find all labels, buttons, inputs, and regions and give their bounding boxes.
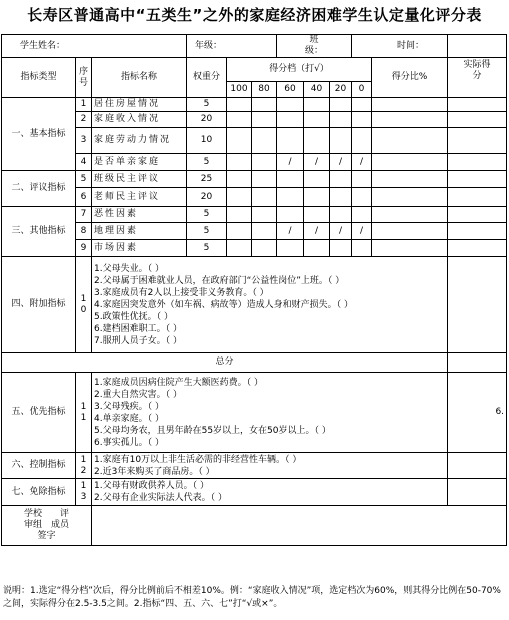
actual-cell[interactable] [448, 112, 507, 128]
sign-row [2, 506, 507, 546]
slash-mark: / [304, 154, 330, 171]
extra-no: 1 0 [76, 257, 92, 353]
header-row [2, 58, 507, 82]
level-cell[interactable] [227, 223, 252, 240]
total-row [2, 353, 507, 373]
level-cell[interactable] [227, 98, 252, 112]
level-cell[interactable] [330, 128, 352, 154]
level-cell[interactable] [304, 207, 330, 223]
extra-row [2, 257, 507, 353]
exempt-no: 1 3 [76, 479, 92, 506]
priority-item[interactable]: 2.重大自然灾害。（ ） [94, 389, 182, 400]
actual-cell[interactable] [448, 240, 507, 257]
table-row [2, 223, 507, 240]
ratio-cell[interactable] [372, 223, 448, 240]
info-blank [448, 35, 507, 58]
row-name: 家庭收入情况 [92, 112, 187, 128]
priority-item[interactable]: 5.父母均务农，且男年龄在55岁以上，女在50岁以上。（ ） [94, 425, 331, 436]
extra-item[interactable]: 7.服刑人员子女。（ ） [94, 335, 182, 346]
row-name: 市场因素 [92, 240, 187, 257]
row-no: 8 [76, 223, 92, 240]
footnote: 说明：1.选定“得分档”次后，得分比例前后不相差10%。例：“家庭收入情况”项，选定档次为60%，则其得分比例在50-70%之间，实际得分在2.5-3.5之间。2.指标“四、五、六、七”打“√或×”。 [3, 586, 501, 609]
section-review: 二、评议指标 [2, 171, 76, 207]
info-row [2, 35, 507, 58]
level-cell[interactable] [304, 112, 330, 128]
level-cell[interactable] [352, 188, 372, 207]
level-cell[interactable] [277, 128, 304, 154]
control-row [2, 453, 507, 479]
priority-item[interactable]: 1.家庭成员因病住院产生大额医药费。（ ） [94, 377, 263, 388]
actual-cell[interactable] [448, 171, 507, 188]
actual-cell[interactable] [448, 479, 507, 506]
row-name: 地理因素 [92, 223, 187, 240]
level-cell[interactable] [252, 171, 277, 188]
priority-item[interactable]: 4.单亲家庭。（ ） [94, 413, 164, 424]
section-control: 六、控制指标 [2, 453, 76, 479]
actual-cell[interactable] [448, 207, 507, 223]
row-name: 老师民主评议 [92, 188, 187, 207]
col-seq-header: 序 号 [76, 58, 92, 98]
student-name-field[interactable]: 学生姓名： [2, 35, 187, 58]
level-label: 0 [352, 82, 372, 98]
slash-mark: / [330, 223, 352, 240]
table-row [2, 240, 507, 257]
time-field[interactable]: 时间： [352, 35, 448, 58]
control-no: 1 2 [76, 453, 92, 479]
total-value[interactable] [448, 353, 507, 373]
level-cell[interactable] [304, 240, 330, 257]
level-cell[interactable] [252, 154, 277, 171]
level-cell[interactable] [304, 98, 330, 112]
level-cell[interactable] [330, 112, 352, 128]
class-field[interactable]: 班 级： [277, 35, 352, 58]
level-label: 40 [304, 82, 330, 98]
priority-item[interactable]: 6.事实孤儿。（ ） [94, 437, 164, 448]
actual-cell[interactable] [448, 128, 507, 154]
row-no: 6 [76, 188, 92, 207]
extra-item[interactable]: 3.家庭成员有2人以上接受非义务教育。（ ） [94, 287, 269, 298]
level-label: 60 [277, 82, 304, 98]
level-cell[interactable] [252, 223, 277, 240]
row-no: 3 [76, 128, 92, 154]
level-cell[interactable] [227, 188, 252, 207]
level-cell[interactable] [252, 207, 277, 223]
ratio-cell[interactable] [372, 240, 448, 257]
level-cell[interactable] [330, 207, 352, 223]
level-cell[interactable] [330, 240, 352, 257]
level-label: 100 [227, 82, 252, 98]
level-cell[interactable] [330, 188, 352, 207]
slash-mark: / [330, 154, 352, 171]
sign-label: 学校 评 审组 成员 签字 [2, 506, 92, 546]
level-cell[interactable] [227, 207, 252, 223]
row-name: 家庭劳动力情况 [92, 128, 187, 154]
extra-item[interactable]: 1.父母失业。（ ） [94, 263, 164, 274]
section-priority: 五、优先指标 [2, 373, 76, 453]
level-cell[interactable] [304, 171, 330, 188]
col-name-header: 指标名称 [92, 58, 187, 98]
level-cell[interactable] [277, 240, 304, 257]
table-row [2, 188, 507, 207]
row-weight: 20 [187, 188, 227, 207]
table-row [2, 112, 507, 128]
row-weight: 5 [187, 240, 227, 257]
row-no: 5 [76, 171, 92, 188]
ratio-cell[interactable] [372, 207, 448, 223]
section-extra: 四、附加指标 [2, 257, 76, 353]
row-name: 是否单亲家庭 [92, 154, 187, 171]
col-levels-header: 得分档（打√） [227, 58, 372, 82]
section-exempt: 七、免除指标 [2, 479, 76, 506]
slash-mark: / [277, 154, 304, 171]
section-other: 三、其他指标 [2, 207, 76, 257]
extra-item[interactable]: 5.政策性优抚。（ ） [94, 311, 173, 322]
level-cell[interactable] [252, 240, 277, 257]
level-label: 20 [330, 82, 352, 98]
level-cell[interactable] [277, 207, 304, 223]
grade-field[interactable]: 年级： [187, 35, 277, 58]
priority-actual[interactable]: 6. [448, 373, 507, 453]
control-item[interactable]: 1.家庭有10万以上非生活必需的非经营性车辆。（ ） [94, 454, 302, 465]
level-cell[interactable] [352, 240, 372, 257]
col-ratio-header: 得分比% [372, 58, 448, 98]
level-cell[interactable] [227, 240, 252, 257]
section-basic: 一、基本指标 [2, 98, 76, 171]
level-cell[interactable] [330, 98, 352, 112]
row-name: 恶性因素 [92, 207, 187, 223]
row-no: 1 [76, 98, 92, 112]
level-cell[interactable] [330, 171, 352, 188]
level-cell[interactable] [304, 188, 330, 207]
extra-item[interactable]: 2.父母属于困难就业人员，在政府部门“公益性岗位”上班。（ ） [94, 275, 345, 286]
level-cell[interactable] [352, 98, 372, 112]
exempt-items [92, 479, 448, 506]
row-no: 9 [76, 240, 92, 257]
row-weight: 5 [187, 98, 227, 112]
level-cell[interactable] [352, 112, 372, 128]
slash-mark: / [304, 223, 330, 240]
priority-no: 1 1 [76, 373, 92, 453]
level-cell[interactable] [227, 154, 252, 171]
total-label: 总分 [2, 353, 448, 373]
slash-mark: / [352, 223, 372, 240]
row-no: 4 [76, 154, 92, 171]
level-cell[interactable] [352, 207, 372, 223]
extra-item[interactable]: 4.家庭因突发意外（如车祸、病故等）造成人身和财产损失。（ ） [94, 299, 353, 310]
sign-area[interactable] [92, 506, 507, 546]
level-cell[interactable] [252, 112, 277, 128]
level-cell[interactable] [252, 188, 277, 207]
level-cell[interactable] [277, 98, 304, 112]
level-cell[interactable] [252, 128, 277, 154]
table-row [2, 207, 507, 223]
page-title: 长寿区普通高中“五类生”之外的家庭经济困难学生认定量化评分表 [27, 6, 482, 24]
actual-cell[interactable] [448, 257, 507, 353]
level-cell[interactable] [252, 98, 277, 112]
row-weight: 25 [187, 171, 227, 188]
exempt-item[interactable]: 2.父母有企业实际法人代表。（ ） [94, 493, 227, 503]
slash-mark: / [352, 154, 372, 171]
ratio-cell[interactable] [372, 112, 448, 128]
table-row [2, 154, 507, 171]
level-cell[interactable] [277, 188, 304, 207]
table-row [2, 128, 507, 154]
exempt-row [2, 479, 507, 506]
actual-cell[interactable] [448, 98, 507, 112]
level-cell[interactable] [352, 171, 372, 188]
row-weight: 10 [187, 128, 227, 154]
row-weight: 5 [187, 207, 227, 223]
level-cell[interactable] [227, 112, 252, 128]
row-no: 7 [76, 207, 92, 223]
priority-items [92, 373, 448, 453]
exempt-item[interactable]: 1.父母有财政供养人员。（ ） [94, 481, 209, 491]
col-type-header: 指标类型 [2, 58, 76, 98]
actual-cell[interactable] [448, 223, 507, 240]
slash-mark: / [277, 223, 304, 240]
ratio-cell[interactable] [372, 171, 448, 188]
row-weight: 20 [187, 112, 227, 128]
extra-items [92, 257, 448, 353]
row-weight: 5 [187, 154, 227, 171]
control-item[interactable]: 2.近3年来购买了商品房。（ ） [94, 466, 215, 477]
row-name: 班级民主评议 [92, 171, 187, 188]
ratio-cell[interactable] [372, 128, 448, 154]
row-weight: 5 [187, 223, 227, 240]
ratio-cell[interactable] [372, 154, 448, 171]
level-cell[interactable] [227, 171, 252, 188]
level-cell[interactable] [352, 128, 372, 154]
actual-cell[interactable] [448, 154, 507, 171]
ratio-cell[interactable] [372, 98, 448, 112]
level-cell[interactable] [277, 171, 304, 188]
control-items [92, 453, 448, 479]
priority-row [2, 373, 507, 453]
level-cell[interactable] [227, 128, 252, 154]
col-weight-header: 权重分 [187, 58, 227, 98]
table-row [2, 98, 507, 112]
col-actual-header: 实际得 分 [448, 58, 507, 98]
row-name: 居住房屋情况 [92, 98, 187, 112]
actual-cell[interactable] [448, 453, 507, 479]
level-label: 80 [252, 82, 277, 98]
actual-cell[interactable] [448, 188, 507, 207]
score-table [1, 34, 507, 546]
extra-item[interactable]: 6.建档困难职工。（ ） [94, 323, 182, 334]
ratio-cell[interactable] [372, 188, 448, 207]
priority-item[interactable]: 3.父母残疾。（ ） [94, 401, 164, 412]
row-no: 2 [76, 112, 92, 128]
level-cell[interactable] [277, 112, 304, 128]
level-cell[interactable] [304, 128, 330, 154]
table-row [2, 171, 507, 188]
